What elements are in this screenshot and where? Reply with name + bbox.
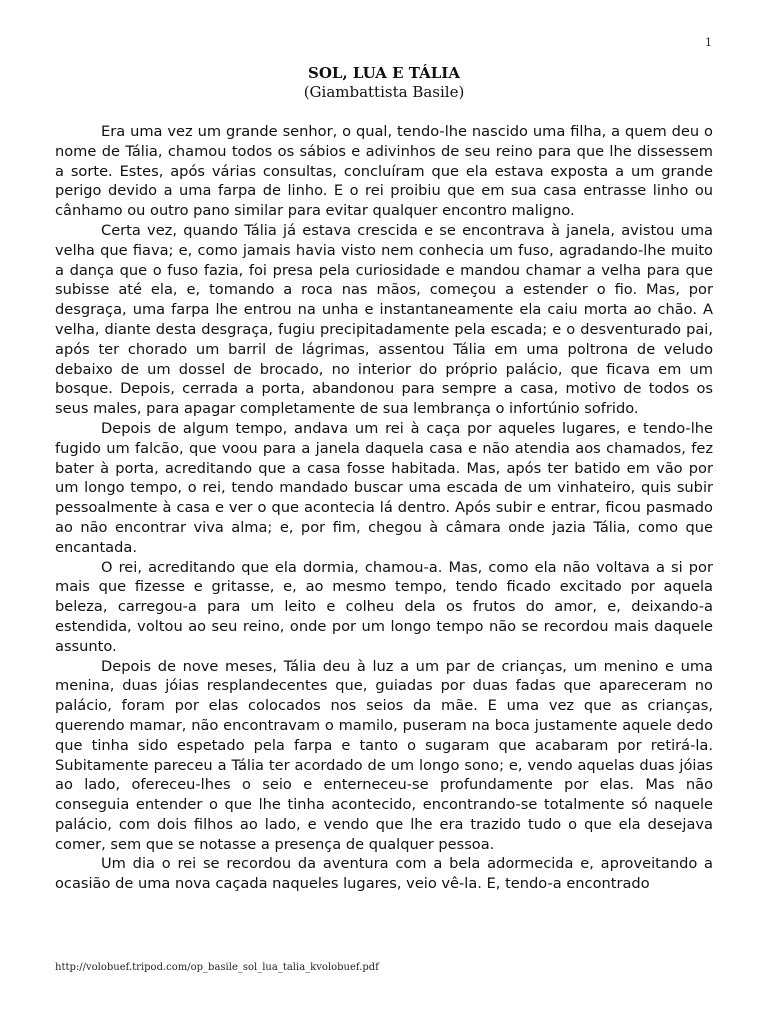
footer-source-url: http://volobuef.tripod.com/op_basile_sol_lua_talia_kvolobuef.pdf <box>55 962 379 973</box>
paragraph-4: O rei, acreditando que ela dormia, chamou-a. Mas, como ela não voltava a si por mais que fizesse e gritasse, e, ao mesmo tempo, tendo ficado excitado por aquela beleza, carregou-a para um leito e colheu dela os frutos do amor, e, deixando-a estendida, voltou ao seu reino, onde por um longo tempo não se recordou mais daquele assunto. <box>55 558 713 655</box>
paragraph-2: Certa vez, quando Tália já estava crescida e se encontrava à janela, avistou uma velha que fiava; e, como jamais havia visto nem conhecia um fuso, agradando-lhe muito a dança que o fuso fazia, foi presa pela curiosidade e mandou chamar a velha para que subisse até ela, e, tomando a roca nas mãos, começou a estender o fio. Mas, por desgraça, uma farpa lhe entrou na unha e instantaneamente ela caiu morta ao chão. A velha, diante desta desgraça, fugiu precipitadamente pela escada; e o desventurado pai, após ter chorado um barril de lágrimas, assentou Tália em uma poltrona de veludo debaixo de um dossel de brocado, no interior do próprio palácio, que ficava em um bosque. Depois, cerrada a porta, abandonou para sempre a casa, motivo de todos os seus males, para apagar completamente de sua lembrança o infortúnio sofrido. <box>55 221 713 418</box>
paragraph-5: Depois de nove meses, Tália deu à luz a um par de crianças, um menino e uma menina, duas jóias resplandecentes que, guiadas por duas fadas que apareceram no palácio, foram por elas colocados nos seios da mãe. E uma vez que as crianças, querendo mamar, não encontravam o mamilo, puseram na boca justamente aquele dedo que tinha sido espetado pela farpa e tanto o sugaram que acabaram por retirá-la. Subitamente pareceu a Tália ter acordado de um longo sono; e, vendo aquelas duas jóias ao lado, ofereceu-lhes o seio e enterneceu-se profundamente por elas. Mas não conseguia entender o que lhe tinha acontecido, encontrando-se totalmente só naquele palácio, com dois filhos ao lado, e vendo que lhe era trazido tudo o que ela desejava comer, sem que se notasse a presença de qualquer pessoa. <box>55 657 713 853</box>
page-number: 1 <box>705 36 712 49</box>
paragraph-6: Um dia o rei se recordou da aventura com a bela adormecida e, aproveitando a ocasião de uma nova caçada naqueles lugares, veio vê-la. E, tendo-a encontrado <box>55 855 713 893</box>
body-text <box>55 122 713 894</box>
paragraph-1: Era uma vez um grande senhor, o qual, tendo-lhe nascido uma filha, a quem deu o nome de Tália, chamou todos os sábios e adivinhos de seu reino para que lhe dissessem a sorte. Estes, após várias consultas, concluíram que ela estava exposta a um grande perigo devido a uma farpa de linho. E o rei proibiu que em sua casa entrasse linho ou cânhamo ou outro pano similar para evitar qualquer encontro maligno. <box>55 123 713 220</box>
paragraph-3: Depois de algum tempo, andava um rei à caça por aqueles lugares, e tendo-lhe fugido um falcão, que voou para a janela daquela casa e não atendia aos chamados, fez bater à porta, acreditando que a casa fosse habitada. Mas, após ter batido em vão por um longo tempo, o rei, tendo mandado buscar uma escada de um vinhateiro, quis subir pessoalmente à casa e ver o que acontecia lá dentro. Após subir e entrar, ficou pasmado ao não encontrar viva alma; e, por fim, chegou à câmara onde jazia Tália, como que encantada. <box>55 419 713 556</box>
title-block <box>0 64 768 102</box>
document-author: (Giambattista Basile) <box>303 83 465 101</box>
document-title: SOL, LUA E TÁLIA <box>308 64 460 82</box>
